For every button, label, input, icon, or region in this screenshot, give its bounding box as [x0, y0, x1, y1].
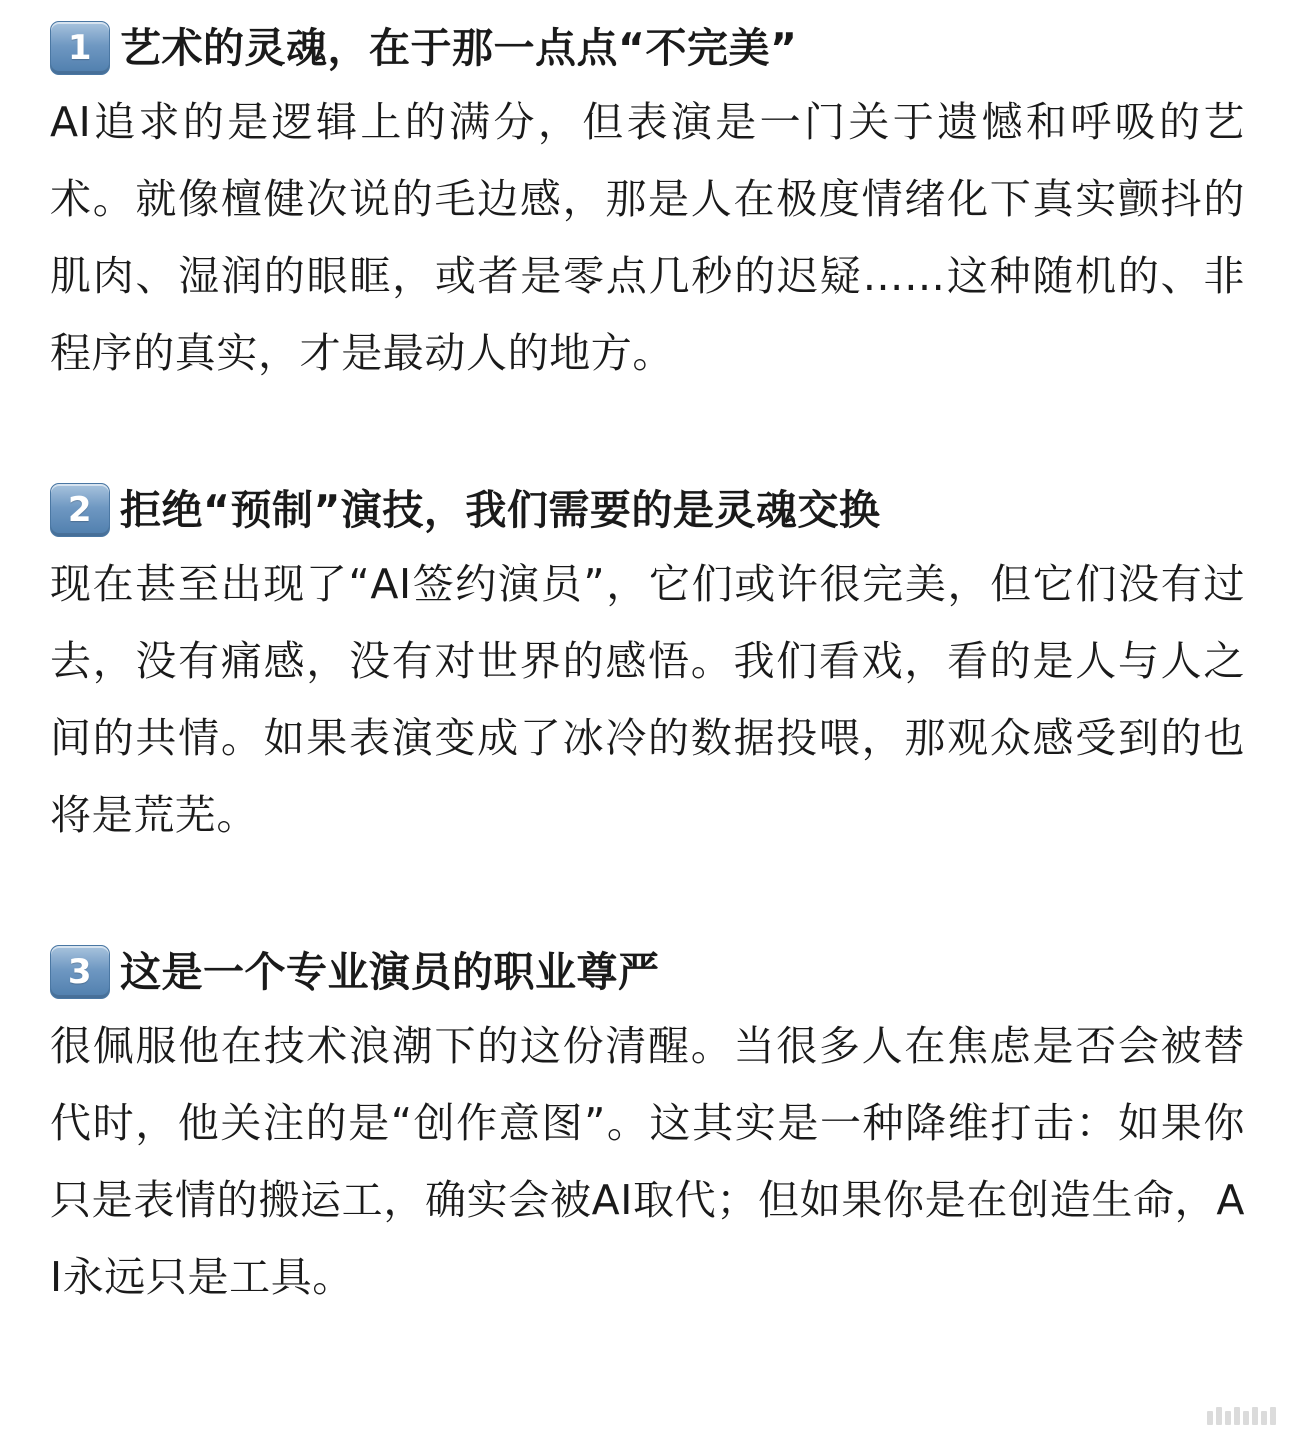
section-heading	[50, 474, 1245, 546]
section-title: 拒绝“预制”演技，我们需要的是灵魂交换	[120, 486, 881, 534]
section-heading	[50, 936, 1245, 1008]
section-title: 艺术的灵魂，在于那一点点“不完美”	[120, 24, 798, 72]
keycap-digit-three-icon	[50, 945, 110, 999]
keycap-number: 2	[67, 490, 93, 530]
section-1	[50, 12, 1245, 392]
section-body: 很佩服他在技术浪潮下的这份清醒。当很多人在焦虑是否会被替代时，他关注的是“创作意图”。这其实是一种降维打击：如果你只是表情的搬运工，确实会被AI取代；但如果你是在创造生命，AI永远只是工具。	[50, 1022, 1245, 1301]
article	[50, 12, 1245, 1316]
keycap-number: 3	[67, 952, 93, 992]
section-title: 这是一个专业演员的职业尊严	[120, 948, 660, 996]
section-body: AI追求的是逻辑上的满分，但表演是一门关于遗憾和呼吸的艺术。就像檀健次说的毛边感，那是人在极度情绪化下真实颤抖的肌肉、湿润的眼眶，或者是零点几秒的迟疑……这种随机的、非程序的真实，才是最动人的地方。	[50, 98, 1245, 377]
section-3	[50, 936, 1245, 1316]
section-2	[50, 474, 1245, 854]
watermark-logo-icon	[1207, 1407, 1276, 1425]
section-body: 现在甚至出现了“AI签约演员”，它们或许很完美，但它们没有过去，没有痛感，没有对世界的感悟。我们看戏，看的是人与人之间的共情。如果表演变成了冰冷的数据投喂，那观众感受到的也将是荒芜。	[50, 560, 1245, 839]
section-heading	[50, 12, 1245, 84]
keycap-digit-two-icon	[50, 483, 110, 537]
keycap-number: 1	[67, 28, 93, 68]
keycap-digit-one-icon	[50, 21, 110, 75]
